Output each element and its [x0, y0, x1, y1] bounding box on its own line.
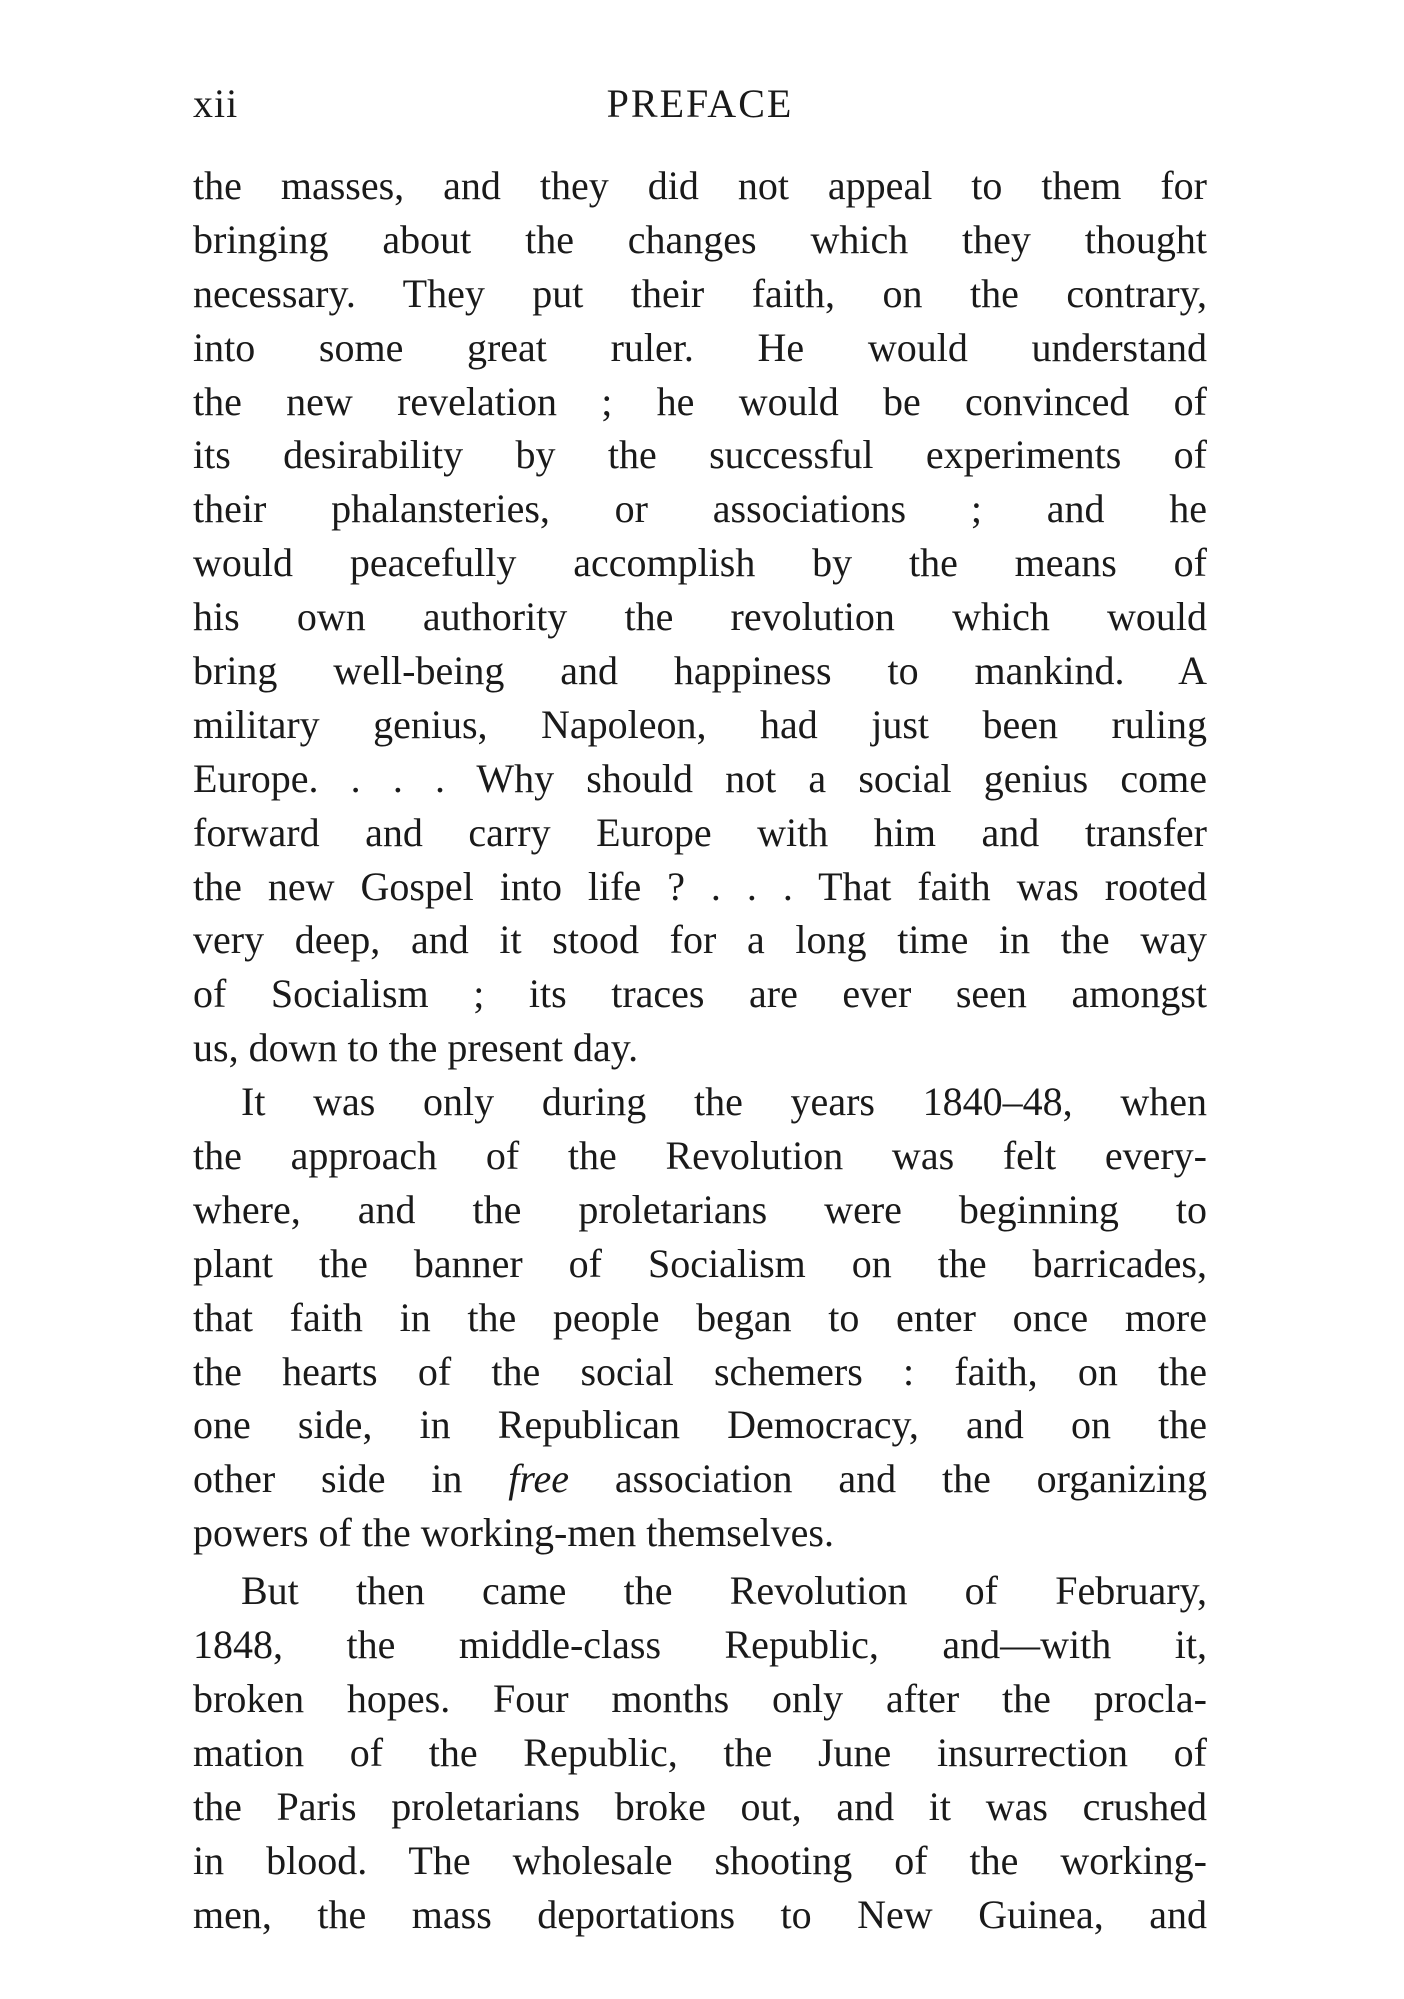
- text-line: of Socialism ; its traces are ever seen amongst: [193, 971, 1207, 1017]
- text-line: bring well-being and happiness to mankind. A: [193, 648, 1207, 694]
- text-line: It was only during the years 1840–48, when: [241, 1079, 1207, 1125]
- text-line: mation of the Republic, the June insurrection of: [193, 1729, 1207, 1775]
- document-page: [193, 0, 1207, 1999]
- page-header: [193, 78, 1207, 130]
- text-line: the new Gospel into life ? . . . That faith was rooted: [193, 863, 1207, 909]
- text-line: But then came the Revolution of February,: [241, 1568, 1207, 1614]
- text-line: that faith in the people began to enter once more: [193, 1294, 1207, 1340]
- text-line: one side, in Republican Democracy, and on the: [193, 1402, 1207, 1448]
- text-line: would peacefully accomplish by the means of: [193, 540, 1207, 586]
- page-number: xii: [193, 81, 239, 126]
- italic-word: free: [508, 1456, 569, 1502]
- text-line: men, the mass deportations to New Guinea, and: [193, 1891, 1207, 1937]
- text-line: where, and the proletarians were beginning to: [193, 1186, 1207, 1232]
- text-line: necessary. They put their faith, on the contrary,: [193, 270, 1207, 316]
- text-line-with-italic: [193, 1452, 1207, 1506]
- text-line: its desirability by the successful experiments of: [193, 432, 1207, 478]
- text-line: the new revelation ; he would be convinced of: [193, 378, 1207, 424]
- text-line: in blood. The wholesale shooting of the working-: [193, 1837, 1207, 1883]
- text-line: the masses, and they did not appeal to them for: [193, 163, 1207, 208]
- text-line: 1848, the middle-class Republic, and—with it,: [193, 1622, 1207, 1668]
- text-segment: other side in: [193, 1456, 463, 1502]
- text-line: military genius, Napoleon, had just been ruling: [193, 701, 1207, 747]
- text-line: his own authority the revolution which would: [193, 594, 1207, 640]
- text-line: plant the banner of Socialism on the barricades,: [193, 1240, 1207, 1286]
- text-line: broken hopes. Four months only after the procla-: [193, 1675, 1207, 1721]
- text-line: into some great ruler. He would understand: [193, 324, 1207, 370]
- text-line: bringing about the changes which they thought: [193, 216, 1207, 262]
- text-line: the Paris proletarians broke out, and it was crushed: [193, 1783, 1207, 1829]
- text-line: the hearts of the social schemers : faith, on the: [193, 1348, 1207, 1394]
- text-line: very deep, and it stood for a long time in the way: [193, 917, 1207, 963]
- running-title: PREFACE: [606, 81, 794, 126]
- text-segment: association and the organizing: [614, 1456, 1207, 1502]
- text-line: the approach of the Revolution was felt every-: [193, 1133, 1207, 1179]
- text-line: forward and carry Europe with him and transfer: [193, 809, 1207, 855]
- text-line: us, down to the present day.: [193, 1025, 639, 1071]
- text-line: powers of the working-men themselves.: [193, 1510, 834, 1556]
- body-text: [193, 159, 1207, 1941]
- text-line: Europe. . . . Why should not a social genius come: [193, 755, 1207, 801]
- text-line: their phalansteries, or associations ; and he: [193, 486, 1207, 532]
